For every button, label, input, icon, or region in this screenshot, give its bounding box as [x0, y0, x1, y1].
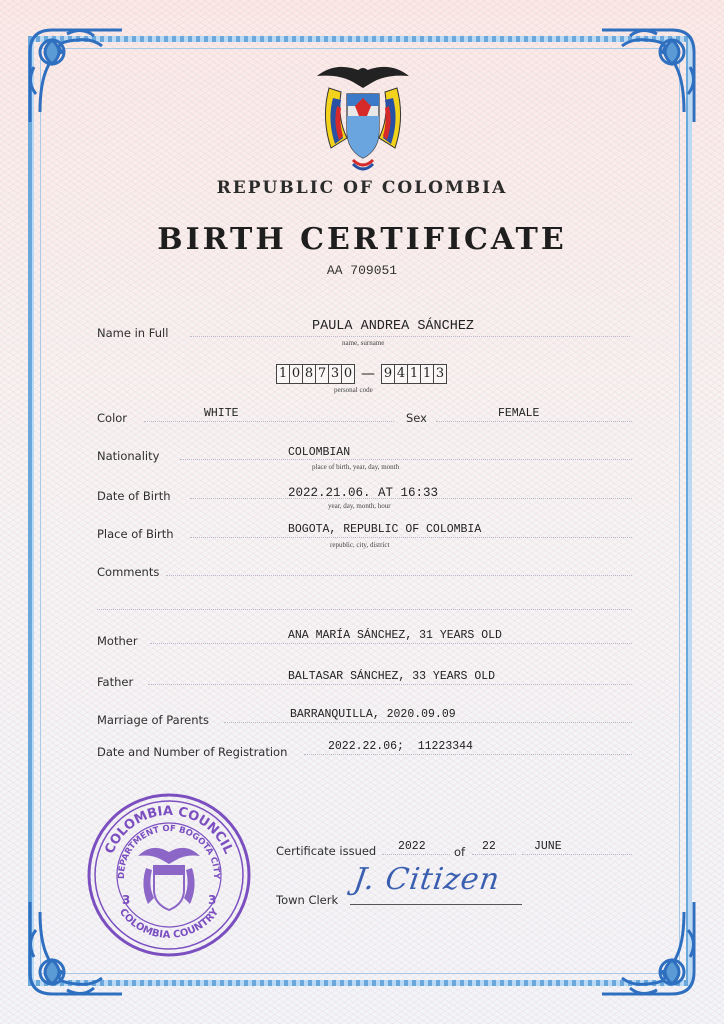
serial-number: AA 709051: [326, 263, 398, 278]
divider: [166, 575, 632, 576]
issued-day: 22: [482, 840, 496, 853]
divider: [148, 684, 632, 685]
personal-code-digit: 1: [420, 364, 433, 384]
date-of-birth-value: 2022.21.06. AT 16:33: [288, 486, 439, 500]
personal-code-part-1: [276, 364, 355, 384]
personal-code-digit: 3: [328, 364, 341, 384]
name-hint: name, surname: [342, 339, 385, 347]
personal-code-digit: 7: [315, 364, 328, 384]
divider: [190, 498, 632, 499]
country-heading: REPUBLIC OF COLOMBIA: [216, 178, 508, 198]
signature-line: [350, 904, 522, 905]
personal-code-field: [276, 364, 447, 384]
divider: [150, 643, 632, 644]
color-value: WHITE: [204, 407, 239, 420]
divider: [304, 754, 632, 755]
issued-of-label: of: [454, 845, 466, 859]
nationality-value: COLOMBIAN: [288, 446, 351, 459]
seal-inner-text: DEPARTMENT OF BOGOTA CITY: [116, 823, 222, 880]
divider: [190, 336, 630, 337]
corner-ornament-icon: [592, 892, 702, 1002]
personal-code-digit: 0: [289, 364, 302, 384]
town-clerk-label: Town Clerk: [276, 893, 339, 907]
corner-ornament-icon: [592, 22, 702, 132]
clerk-signature: J. Citizen: [351, 862, 503, 897]
issued-year: 2022: [398, 840, 426, 853]
divider: [190, 537, 632, 538]
color-label: Color: [97, 411, 128, 425]
personal-code-digit: 3: [433, 364, 447, 384]
issued-label: Certificate issued: [276, 844, 377, 858]
marriage-label: Marriage of Parents: [97, 713, 210, 727]
seal-top-text: COLOMBIA COUNCIL: [102, 803, 236, 857]
father-label: Father: [97, 675, 134, 689]
council-seal-icon: [86, 786, 252, 964]
personal-code-digit: 9: [381, 364, 394, 384]
divider: [180, 459, 632, 460]
place-of-birth-value: BOGOTA, REPUBLIC OF COLOMBIA: [288, 523, 482, 536]
name-value: PAULA ANDREA SÁNCHEZ: [312, 319, 475, 334]
mother-value: ANA MARÍA SÁNCHEZ, 31 YEARS OLD: [288, 629, 502, 642]
divider: [144, 421, 394, 422]
sex-value: FEMALE: [498, 407, 540, 420]
nationality-hint: place of birth, year, day, month: [312, 463, 400, 471]
divider: [472, 854, 516, 855]
comments-label: Comments: [97, 565, 160, 579]
coat-of-arms-icon: [307, 58, 419, 178]
father-value: BALTASAR SÁNCHEZ, 33 YEARS OLD: [288, 670, 496, 683]
date-of-birth-hint: year, day, month, hour: [328, 502, 391, 510]
issued-month: JUNE: [534, 840, 562, 853]
seal-number-left: 3: [122, 893, 131, 907]
seal-number-right: 3: [208, 893, 217, 907]
seal-bottom-text: COLOMBIA COUNTRY: [116, 906, 222, 941]
personal-code-digit: 1: [276, 364, 289, 384]
divider: [224, 722, 632, 723]
registration-value: 2022.22.06; 11223344: [328, 740, 473, 753]
name-label: Name in Full: [97, 326, 169, 340]
personal-code-hint: personal code: [334, 386, 373, 394]
marriage-value: BARRANQUILLA, 2020.09.09: [290, 708, 456, 721]
nationality-label: Nationality: [97, 449, 160, 463]
registration-label: Date and Number of Registration: [97, 745, 288, 759]
document-title: BIRTH CERTIFICATE: [157, 222, 567, 257]
personal-code-digit: 8: [302, 364, 315, 384]
place-of-birth-label: Place of Birth: [97, 527, 174, 541]
personal-code-digit: 0: [341, 364, 355, 384]
divider: [382, 854, 450, 855]
place-of-birth-hint: republic, city, district: [330, 541, 390, 549]
divider: [522, 854, 632, 855]
mother-label: Mother: [97, 634, 138, 648]
sex-label: Sex: [406, 411, 427, 425]
divider: [436, 421, 632, 422]
personal-code-digit: 1: [407, 364, 420, 384]
personal-code-separator: —: [361, 366, 375, 382]
corner-ornament-icon: [22, 22, 132, 132]
section-divider: [97, 609, 632, 610]
personal-code-digit: 4: [394, 364, 407, 384]
date-of-birth-label: Date of Birth: [97, 489, 171, 503]
personal-code-part-2: [381, 364, 447, 384]
